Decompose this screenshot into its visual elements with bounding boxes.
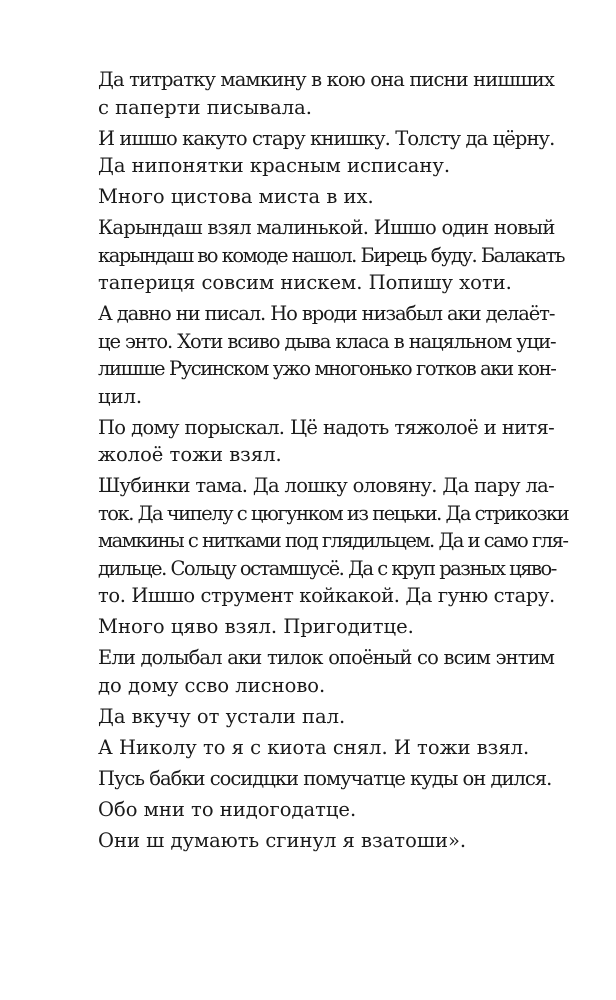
text-line: Шубинки тама. Да лошку оловяну. Да пару ла- [98, 474, 554, 497]
book-page-text [64, 66, 569, 858]
text-line: А давно ни писал. Но вроди низабыл аки делаёт- [98, 302, 555, 325]
text-line: Да титратку мамкину в кою она писни нишших [98, 68, 554, 91]
paragraph [64, 472, 569, 610]
paragraph [64, 414, 554, 469]
text-line: ток. Да чипелу с цюгунком из пецьки. Да стрикозки [98, 501, 569, 525]
paragraph [64, 765, 554, 793]
text-line: дильце. Сольцу остамшусё. Да с круп разных цяво- [98, 556, 556, 580]
text-line: И ишшо какуто стару книшку. Толсту да цёрну. [98, 126, 555, 150]
text-line: Да нипонятки красным исписану. [98, 154, 451, 177]
text-line: А Николу то я с киота снял. И тожи взял. [98, 735, 530, 759]
paragraph [64, 613, 554, 641]
text-line: карындаш во комоде нашол. Бирець буду. Балакать [98, 243, 565, 267]
text-line: тапериця совсим нискем. Попишу хоти. [98, 271, 512, 294]
paragraph [64, 734, 554, 762]
paragraph [64, 703, 554, 731]
paragraph [64, 183, 554, 211]
text-line: то. Ишшо струмент койкакой. Да гуню стару. [98, 584, 555, 607]
text-line: Ели долыбал аки тилок опоёный со всим энтим [98, 646, 554, 669]
text-line: цил. [98, 384, 143, 408]
text-line: Они ш думають сгинул я взатоши». [98, 828, 467, 852]
text-line: лишше Русинском ужо многонько готков аки кон- [98, 357, 556, 380]
paragraph [64, 214, 565, 297]
text-line: Пусь бабки сосидцки помучатце куды он дился. [98, 766, 552, 790]
text-line: с паперти писывала. [98, 95, 312, 119]
paragraph [64, 125, 554, 180]
text-line: Да вкучу от устали пал. [98, 704, 346, 728]
paragraph [64, 66, 554, 121]
paragraph [64, 796, 554, 824]
text-line: Много цистова миста в их. [98, 185, 374, 208]
text-line: Много цяво взял. Пригодитце. [98, 615, 414, 638]
text-line: Карындаш взял малинькой. Ишшо один новый [98, 216, 555, 239]
text-line: жолоё тожи взял. [98, 443, 282, 466]
paragraph [64, 300, 554, 410]
text-line: По дому порыскал. Цё надоть тяжолоё и нитя- [98, 415, 554, 439]
paragraph [64, 827, 554, 855]
text-line: до дому сcво лисново. [98, 673, 326, 697]
text-line: мамкины с нитками под глядильцем. Да и само гля- [98, 529, 568, 552]
text-line: це энто. Хоти всиво дыва класа в нацяльном уци- [98, 329, 556, 353]
text-line: Обо мни то нидогодатце. [98, 797, 357, 821]
paragraph [64, 644, 554, 699]
